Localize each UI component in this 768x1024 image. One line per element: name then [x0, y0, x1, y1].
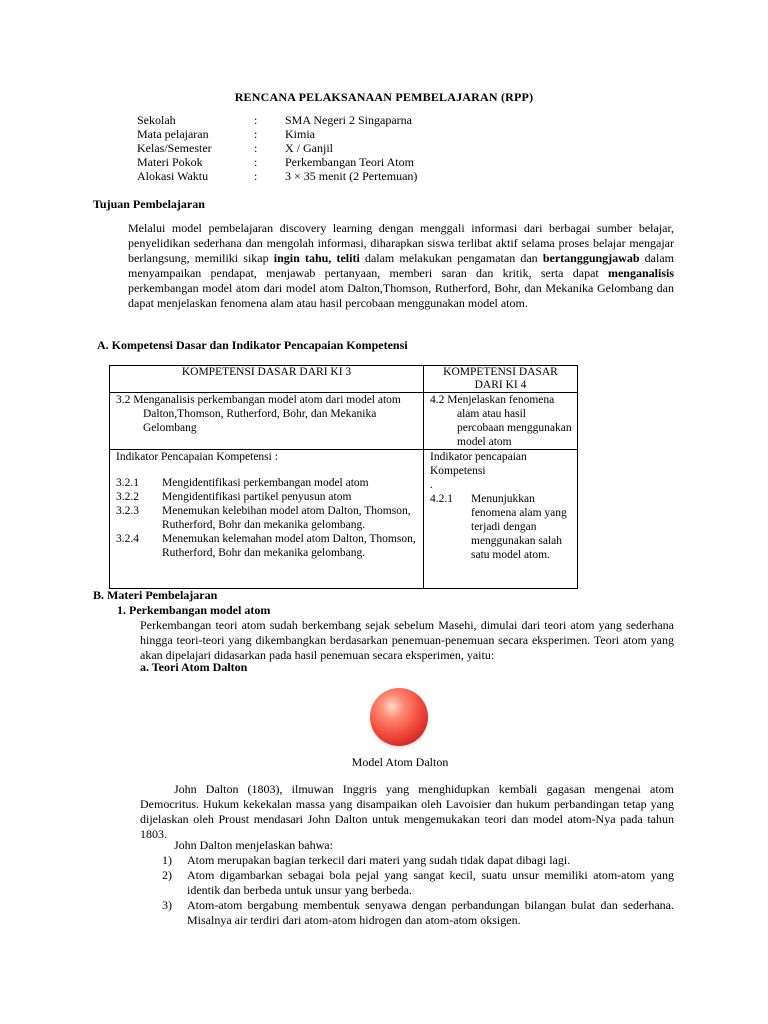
kd4-cell: [424, 393, 578, 450]
materi-paragraph-2: John Dalton (1803), ilmuwan Inggris yang menghidupkan kembali gagasan mengenai atom Democritus. Hukum kekekalan massa yang disampaikan oleh Lavoisier dan hukum perbandingan tetap yang dijelaskan oleh Proust mendasari John Dalton untuk mengemukakan teori dan model atom-Nya pada tahun 1803.: [140, 782, 674, 841]
materi-paragraph-1: Perkembangan teori atom sudah berkembang sejak sebelum Masehi, dimulai dari teori atom yang sederhana hingga teori-teori yang dikembangkan berdasarkan penemuan-penemuan secara eksperimen. Teori atom yang akan dipelajari didasarkan pada hasil penemuan secara eksperimen, yaitu:: [140, 618, 674, 662]
section-a-heading: A. Kompetensi Dasar dan Indikator Pencapaian Kompetensi: [97, 338, 408, 352]
info-value: Perkembangan Teori Atom: [285, 155, 414, 169]
subsection-a-heading: a. Teori Atom Dalton: [140, 660, 248, 674]
kompetensi-table: [109, 365, 578, 589]
table-header-ki3: KOMPETENSI DASAR DARI KI 3: [110, 366, 424, 393]
materi-paragraph-3: John Dalton menjelaskan bahwa:: [174, 838, 333, 852]
info-label: Materi Pokok: [137, 155, 203, 169]
list-item: 3) Atom-atom bergabung membentuk senyawa dengan perbandungan bilangan bulat dan sederhana. Misalnya air terdiri dari atom-atom hidrogen dan atom-atom oksigen.: [162, 898, 674, 927]
ind3-item: 3.2.1 Mengidentifikasi perkembangan model atom: [116, 477, 369, 489]
ind4-cell: [424, 450, 578, 589]
tujuan-heading: Tujuan Pembelajaran: [93, 197, 205, 211]
info-separator: :: [254, 155, 258, 169]
figure-caption: Model Atom Dalton: [351, 755, 449, 769]
ind4-title: Indikator pencapaian Kompetensi: [430, 451, 527, 477]
ind3-title: Indikator Pencapaian Kompetensi :: [116, 451, 278, 463]
dalton-atom-sphere-icon: [370, 688, 428, 746]
info-separator: :: [254, 113, 258, 127]
info-separator: :: [254, 169, 258, 183]
info-label: Mata pelajaran: [137, 127, 209, 141]
kd4-text: 4.2 Menjelaskan fenomena alam atau hasil percobaan menggunakan model atom: [430, 394, 572, 448]
section-b-heading: B. Materi Pembelajaran: [93, 588, 218, 602]
tujuan-paragraph: Melalui model pembelajaran discovery learning dengan menggali informasi dari berbagai sumber belajar, penyelidikan sederhana dan mengolah informasi, diharapkan siswa terlibat aktif selama proses belajar mengajar berlangsung, memiliki sikap ingin tahu, teliti dalam melakukan pengamatan dan bertanggungjawab dalam menyampaikan pendapat, menjawab pertanyaan, memberi saran dan kritik, serta dapat menganalisis perkembangan model atom dari model atom Dalton,Thomson, Rutherford, Bohr, dan Mekanika Gelombang dan dapat menjelaskan fenomena alam atau hasil percobaan menggunakan model atom.: [128, 221, 674, 310]
kd3-cell: [110, 393, 424, 450]
info-value: 3 × 35 menit (2 Pertemuan): [285, 169, 418, 183]
ind3-cell: [110, 450, 424, 589]
subsection-1-heading: 1. Perkembangan model atom: [117, 603, 271, 617]
info-label: Sekolah: [137, 113, 176, 127]
info-separator: :: [254, 141, 258, 155]
ind3-item: 3.2.4 Menemukan kelemahan model atom Dalton, Thomson, Rutherford, Bohr dan mekanika gelombang.: [116, 533, 416, 559]
ind3-item: 3.2.3 Menemukan kelebihan model atom Dalton, Thomson, Rutherford, Bohr dan mekanika gelombang.: [116, 505, 411, 531]
info-separator: :: [254, 127, 258, 141]
info-label: Alokasi Waktu: [137, 169, 209, 183]
table-header-ki4: KOMPETENSI DASAR DARI KI 4: [424, 366, 578, 393]
ind3-item: 3.2.2 Mengidentifikasi partikel penyusun atom: [116, 491, 352, 503]
ind4-dot: .: [430, 479, 433, 491]
info-value: SMA Negeri 2 Singaparna: [285, 113, 412, 127]
info-label: Kelas/Semester: [137, 141, 212, 155]
list-item: 1) Atom merupakan bagian terkecil dari materi yang sudah tidak dapat dibagi lagi.: [162, 853, 571, 867]
page-title: RENCANA PELAKSANAAN PEMBELAJARAN (RPP): [234, 90, 534, 104]
info-value: X / Ganjil: [285, 141, 333, 155]
info-value: Kimia: [285, 127, 315, 141]
dalton-points-list: [162, 853, 674, 928]
kd3-text: 3.2 Menganalisis perkembangan model atom dari model atom Dalton,Thomson, Rutherford, Bohr, dan Mekanika Gelombang: [116, 394, 401, 434]
list-item: 2) Atom digambarkan sebagai bola pejal yang sangat kecil, suatu unsur memiliki atom-atom yang identik dan berbeda untuk unsur yang berbeda.: [162, 868, 674, 897]
ind4-item: 4.2.1 Menunjukkan fenomena alam yang terjadi dengan menggunakan salah satu model atom.: [430, 493, 567, 561]
